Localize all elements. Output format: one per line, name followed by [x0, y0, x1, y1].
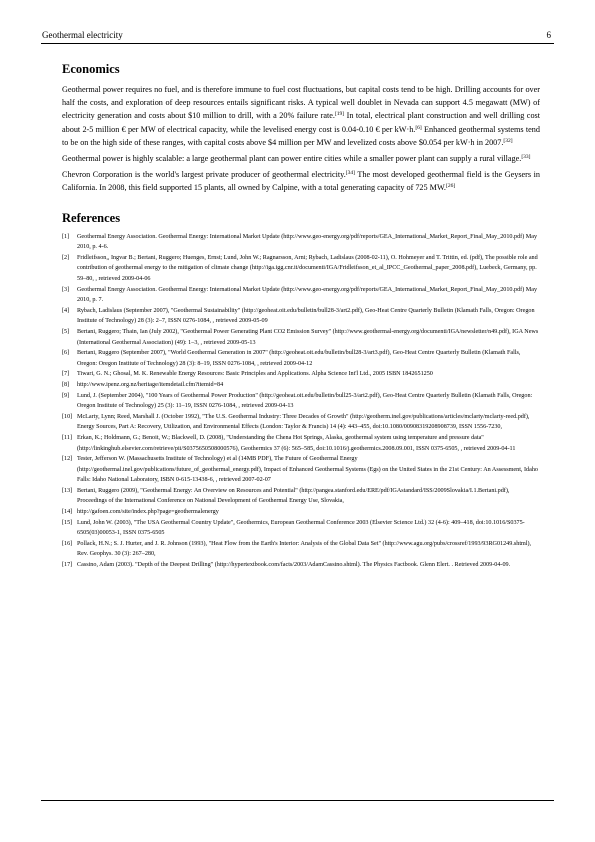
reference-text[interactable]: Bertani, Ruggero (September 2007), "World Geothermal Generation in 2007" (http://geoheat.oit.edu/bulletin/bull28-3/art3.pdf), Geo-Heat Centre Quarterly Bulletin (Klamath Falls, Oregon: Oregon Institute of Technology) 28 (3): 8–19, ISSN 0276-1084, , retrieved 2009-04-12	[77, 350, 521, 367]
text-run: Geothermal power is highly scalable: a large geothermal plant can power entire cities while a smaller power plant can supply a rural village.	[62, 154, 522, 164]
reference-number: [14]	[62, 509, 73, 516]
reference-number: [10]	[62, 413, 73, 420]
reference-item	[62, 391, 540, 412]
reference-number: [9]	[62, 392, 70, 399]
reference-number: [1]	[62, 233, 70, 240]
reference-number: [11]	[62, 434, 73, 441]
reference-item	[62, 433, 540, 454]
reference-number: [5]	[62, 328, 70, 335]
references-heading: References	[62, 210, 121, 225]
reference-number: [7]	[62, 371, 70, 378]
reference-item	[62, 454, 540, 486]
reference-item	[62, 486, 540, 507]
reference-number: [6]	[62, 350, 70, 357]
economics-paragraph-2	[62, 152, 540, 165]
text-run: Chevron Corporation is the world's largest private producer of geothermal electricity.	[62, 170, 346, 180]
reference-text[interactable]: Bertani, Ruggero (2009), "Geothermal Energy: An Overview on Resources and Potential" (http://pangea.stanford.edu/ERE/pdf/IGAstandard/ISS/2009Slovakia/I.1.Bertani.pdf), Proceedings of the International Conference on National Development of Geothermal Energy Use, Slovakia,	[77, 487, 510, 505]
running-header	[41, 29, 554, 44]
citation-link[interactable]: [32]	[503, 137, 513, 144]
citation-link[interactable]: [6]	[415, 124, 422, 131]
reference-item	[62, 348, 540, 369]
reference-text[interactable]: Pollack, H.N.; S. J. Hurter, and J. R. Johnson (1993), "Heat Flow from the Earth's Interior: Analysis of the Global Data Set" (http://www.agu.org/pubs/crossref/1993/93RG01249.shtml), Rev. Geophys. 30 (3): 267–280,	[77, 540, 532, 558]
reference-text[interactable]: Cassino, Adam (2003). "Depth of the Deepest Drilling" (http://hypertextbook.com/facts/2003/AdamCassino.shtml). The Physics Factbook. Glenn Elert. . Retrieved 2009-04-09.	[77, 562, 511, 569]
reference-item	[62, 232, 540, 253]
text-run: The most developed geothermal field is the Geysers in California. In 2008, this field supported 15 plants, all owned by Calpine, with a total generating capacity of 725 MW.	[62, 170, 540, 193]
reference-text[interactable]: Bertani, Ruggero; Thain, Ian (July 2002), "Geothermal Power Generating Plant CO2 Emission Survey" (http://www.geothermal-energy.org/documenti/IGA/newsletter/n49.pdf), IGA News (International Geothermal Association) (49): 1–3, , retrieved 2009-05-13	[77, 328, 539, 346]
reference-number: [8]	[62, 381, 70, 388]
text-run: Enhanced geothermal systems tend to be on the high side of these ranges, with capital costs above $4 million per MW and levelized costs above $0.054 per kW·h in 2007.	[62, 124, 540, 147]
reference-text[interactable]: Erkan, K.; Holdmann, G.; Benoit, W.; Blackwell, D. (2008), "Understanding the Chena Hot Springs, Alaska, geothermal system using temperature and pressure data" (http://linkinghub.elsevier.com/retrieve/pii/S0375650508000576), Geothermics 37 (6): 565–585, doi:10.1016/j.geothermics.2008.09.001, ISSN 0375-6505, , retrieved 2009-04-11	[77, 434, 516, 452]
reference-number: [16]	[62, 540, 73, 547]
text-run: In total, electrical plant construction and well drilling cost about 2-5 million € per MW of electrical capacity, while the levelised energy cost is 0.04-0.10 € per kW·h.	[62, 111, 540, 134]
reference-item	[62, 285, 540, 306]
reference-text[interactable]: Geothermal Energy Association. Geothermal Energy: International Market Update (http://www.geo-energy.org/pdf/reports/GEA_International_Market_Report_Final_May_2010.pdf) May 2010, p. 4-6.	[77, 233, 538, 251]
reference-item	[62, 507, 540, 518]
reference-text[interactable]: Rybach, Ladislaus (September 2007), "Geothermal Sustainability" (http://geoheat.oit.edu/bulletin/bull28-3/art2.pdf), Geo-Heat Centre Quarterly Bulletin (Klamath Falls, Oregon: Oregon Institute of Technology) 28 (3): 2–7, ISSN 0276-1084, , retrieved 2009-05-09	[77, 307, 535, 325]
reference-item	[62, 253, 540, 285]
reference-number: [15]	[62, 519, 73, 526]
reference-item	[62, 412, 540, 433]
reference-text[interactable]: Tiwari, G. N.; Ghosal, M. K. Renewable Energy Resources: Basic Principles and Applications. Alpha Science Int'l Ltd., 2005 ISBN 1842651250	[77, 371, 433, 378]
reference-item	[62, 306, 540, 327]
economics-paragraph-1	[62, 83, 540, 149]
reference-number: [4]	[62, 307, 70, 314]
reference-item	[62, 327, 540, 348]
reference-item	[62, 518, 540, 539]
economics-paragraph-3	[62, 168, 540, 194]
reference-text[interactable]: Lund, John W. (2003), "The USA Geothermal Country Update", Geothermics, European Geothermal Conference 2003 (Elsevier Science Ltd.) 32 (4-6): 409–418, doi:10.1016/S0375-6505(03)00053-1, ISSN 0375-6505	[77, 519, 525, 537]
reference-text[interactable]: http://gafoen.com/site/index.php?page=geothermalenergy	[77, 509, 219, 516]
reference-number: [2]	[62, 254, 70, 261]
reference-number: [13]	[62, 487, 73, 494]
economics-heading: Economics	[62, 62, 120, 76]
citation-link[interactable]: [26]	[445, 183, 456, 190]
reference-number: [12]	[62, 456, 73, 463]
references-list	[62, 232, 540, 571]
header-title: Geothermal electricity	[42, 30, 123, 40]
citation-link[interactable]: [34]	[345, 170, 355, 177]
reference-number: [3]	[62, 286, 70, 293]
reference-text[interactable]: McLarty, Lynn; Reed, Marshall J. (October 1992), "The U.S. Geothermal Industry: Three Decades of Growth" (http://geotherm.inel.gov/publications/articles/mclarty/mclarty-reed.pdf), Energy Sources, Part A: Recovery, Utilization, and Environmental Effects (London: Taylor & Francis) 14 (4): 443–455, doi:10.1080/00908319208908739, ISSN 1556-7230,	[77, 413, 530, 431]
reference-item	[62, 539, 540, 560]
reference-text[interactable]: Lund, J. (September 2004), "100 Years of Geothermal Power Production" (http://geoheat.oit.edu/bulletin/bull25-3/art2.pdf), Geo-Heat Centre Quarterly Bulletin (Klamath Falls, Oregon: Oregon Institute of Technology) 25 (3): 11–19, ISSN 0276-1084, , retrieved 2009-04-13	[77, 392, 533, 410]
reference-text[interactable]: Tester, Jefferson W. (Massachusetts Institute of Technology) et al (14MB PDF), The Future of Geothermal Energy (http://geothermal.inel.gov/publications/future_of_geothermal_energy.pdf), Impact of Enhanced Geothermal Systems (Egs) on the United States in the 21st Century: An Assessment, Idaho Falls: Idaho National Laboratory, ISBN 0-615-13438-6, , retrieved 2007-02-07	[77, 456, 538, 484]
citation-link[interactable]: [19]	[334, 111, 345, 118]
page-number: 6	[546, 30, 551, 40]
text-run: Geothermal power requires no fuel, and is therefore immune to fuel cost fluctuations, but capital costs tend to be high. Drilling accounts for over half the costs, and exploration of deep resources entails significant risks. A typical well doublet in Nevada can support 4.5 megawatt (MW) of electricity generation and costs about $10 million to drill, with a 20% failure rate.	[62, 85, 540, 121]
reference-item	[62, 369, 540, 380]
reference-item	[62, 560, 540, 571]
reference-number: [17]	[62, 562, 73, 569]
citation-link[interactable]: [33]	[521, 154, 531, 161]
footer-rule	[41, 800, 554, 801]
reference-text[interactable]: Geothermal Energy Association. Geothermal Energy: International Market Update (http://www.geo-energy.org/pdf/reports/GEA_International_Market_Report_Final_May_2010.pdf) May 2010, p. 7.	[77, 286, 538, 304]
reference-text[interactable]: http://www.ipenz.org.nz/heritage/itemdetail.cfm?itemid=84	[77, 381, 224, 388]
reference-item	[62, 380, 540, 391]
reference-text[interactable]: Fridleifsson,, Ingvar B.; Bertani, Ruggero; Huenges, Ernst; Lund, John W.; Ragnarsson, Arni; Rybach, Ladislaus (2008-02-11), O. Hohmeyer and T. Trittin, ed. (pdf), The possible role and contribution of geothermal energy to the mitigation of climate change (http://iga.igg.cnr.it/documenti/IGA/Fridleifsson_et_al_IPCC_Geothermal_paper_2008.pdf), Luebeck, Germany, pp. 59–80, , retrieved 2009-04-06	[77, 254, 538, 282]
page-content	[62, 62, 540, 571]
